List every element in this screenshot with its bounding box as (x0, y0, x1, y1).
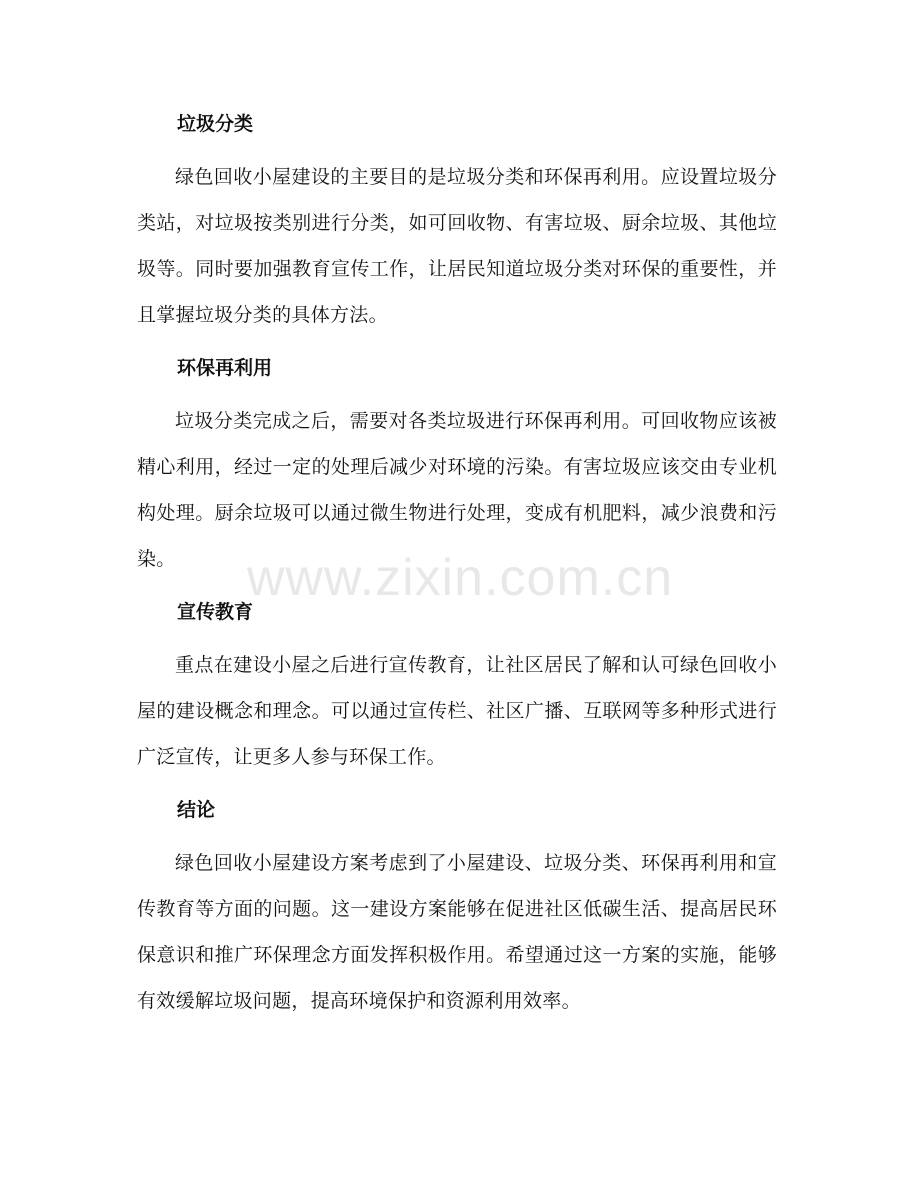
section-paragraph: 重点在建设小屋之后进行宣传教育，让社区居民了解和认可绿色回收小屋的建设概念和理念。可以通过宣传栏、社区广播、互联网等多种形式进行广泛宣传，让更多人参与环保工作。 (137, 654, 777, 768)
section-waste-sorting (137, 104, 777, 348)
section-recycling (137, 348, 777, 592)
section-publicity (137, 592, 777, 790)
section-heading: 宣传教育 (177, 601, 254, 623)
section-paragraph: 绿色回收小屋建设的主要目的是垃圾分类和环保再利用。应设置垃圾分类站，对垃圾按类别进行分类，如可回收物、有害垃圾、厨余垃圾、其他垃圾等。同时要加强教育宣传工作，让居民知道垃圾分类对环保的重要性，并且掌握垃圾分类的具体方法。 (137, 166, 777, 326)
document-body (137, 104, 777, 1024)
section-heading: 结论 (177, 799, 216, 821)
watermark: www.zixin.com.cn (246, 549, 674, 607)
section-conclusion (137, 790, 777, 1024)
section-paragraph: 绿色回收小屋建设方案考虑到了小屋建设、垃圾分类、环保再利用和宣传教育等方面的问题。这一建设方案能够在促进社区低碳生活、提高居民环保意识和推广环保理念方面发挥积极作用。希望通过这一方案的实施，能够有效缓解垃圾问题，提高环境保护和资源利用效率。 (137, 852, 777, 1012)
section-heading: 环保再利用 (177, 357, 273, 379)
section-heading: 垃圾分类 (177, 113, 254, 135)
section-paragraph: 垃圾分类完成之后，需要对各类垃圾进行环保再利用。可回收物应该被精心利用，经过一定的处理后减少对环境的污染。有害垃圾应该交由专业机构处理。厨余垃圾可以通过微生物进行处理，变成有机肥料，减少浪费和污染。 (137, 410, 777, 570)
